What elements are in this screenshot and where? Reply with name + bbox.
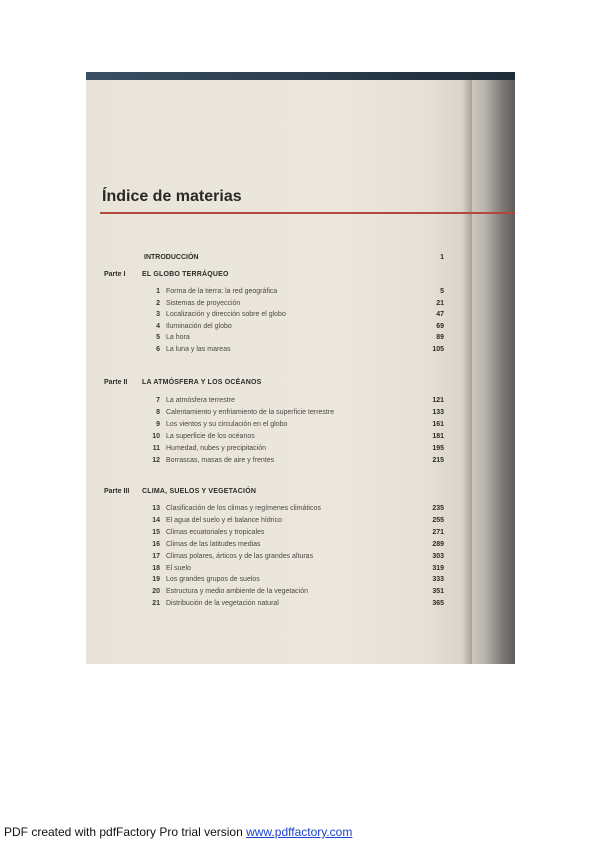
chapter-page: 289: [432, 540, 444, 548]
toc-chapter-row: [86, 395, 515, 406]
chapter-page: 195: [432, 444, 444, 452]
chapter-title: Los grandes grupos de suelos: [166, 576, 260, 584]
chapter-title: Localización y dirección sobre el globo: [166, 311, 286, 319]
chapter-page: 303: [432, 552, 444, 560]
chapter-number: 12: [152, 456, 160, 464]
toc-chapter-row: [86, 551, 515, 562]
toc-intro-row: [86, 252, 515, 263]
toc-chapter-row: [86, 527, 515, 538]
chapter-number: 9: [156, 420, 160, 428]
page-title: Índice de materias: [102, 188, 242, 205]
toc-chapter-row: [86, 407, 515, 418]
toc-chapter-row: [86, 563, 515, 574]
chapter-title: La atmósfera terrestre: [166, 397, 235, 404]
chapter-title: La superficie de los océanos: [166, 432, 255, 440]
footer-link[interactable]: www.pdffactory.com: [246, 825, 353, 839]
chapter-title: Forma de la tierra: la red geográfica: [166, 288, 278, 295]
chapter-page: 47: [436, 311, 444, 319]
chapter-page: 121: [432, 397, 444, 404]
chapter-page: 105: [432, 346, 444, 353]
chapter-title: Humedad, nubes y precipitación: [166, 444, 267, 452]
chapter-number: 10: [152, 432, 160, 440]
toc-chapter-row: [86, 419, 515, 430]
chapter-page: 161: [432, 420, 444, 428]
chapter-number: 8: [156, 408, 160, 416]
chapter-title: Climas de las latitudes medias: [166, 540, 261, 548]
part-label: Parte I: [104, 271, 126, 278]
chapter-title: Los vientos y su circulación en el globo: [166, 420, 288, 428]
scanned-page: [86, 72, 515, 664]
toc-chapter-row: [86, 298, 515, 309]
chapter-page: 271: [432, 528, 444, 536]
toc-chapter-row: [86, 332, 515, 343]
chapter-title: Borrascas, masas de aire y frentes: [166, 456, 275, 464]
chapter-title: Calentamiento y enfriamiento de la superficie terrestre: [166, 408, 335, 416]
chapter-page: 181: [432, 432, 444, 440]
part-label: Parte III: [104, 488, 130, 495]
chapter-page: 333: [432, 576, 444, 584]
chapter-number: 13: [152, 505, 160, 512]
toc-chapter-row: [86, 515, 515, 526]
toc-chapter-row: [86, 431, 515, 442]
chapter-page: 235: [432, 505, 444, 512]
toc-chapter-row: [86, 539, 515, 550]
chapter-page: 133: [432, 408, 444, 416]
chapter-number: 16: [152, 540, 160, 548]
chapter-number: 6: [156, 346, 160, 353]
part-header-row: [86, 377, 515, 388]
chapter-title: Sistemas de proyección: [166, 299, 241, 307]
intro-label: INTRODUCCIÓN: [144, 254, 199, 261]
chapter-number: 20: [152, 588, 160, 596]
intro-page: 1: [440, 254, 444, 261]
chapter-title: Clasificación de los climas y regímenes climáticos: [166, 505, 321, 512]
chapter-number: 2: [156, 299, 160, 307]
chapter-number: 19: [152, 576, 160, 584]
chapter-number: 7: [156, 397, 160, 404]
chapter-page: 89: [436, 334, 444, 342]
chapter-page: 5: [440, 288, 444, 295]
chapter-number: 14: [152, 516, 160, 524]
chapter-page: 319: [432, 564, 444, 572]
toc-chapter-row: [86, 598, 515, 609]
pdf-footer: [4, 825, 352, 839]
chapter-number: 15: [152, 528, 160, 536]
toc-chapter-row: [86, 443, 515, 454]
chapter-page: 69: [436, 322, 444, 330]
book-cover-edge: [86, 72, 515, 80]
chapter-title: La luna y las mareas: [166, 346, 231, 353]
chapter-page: 365: [432, 600, 444, 608]
chapter-page: 351: [432, 588, 444, 596]
chapter-title: El agua del suelo y el balance hídrico: [166, 516, 282, 524]
chapter-number: 18: [152, 564, 160, 572]
chapter-number: 11: [152, 444, 160, 452]
part-header-row: [86, 486, 515, 497]
chapter-number: 5: [156, 334, 160, 342]
toc-chapter-row: [86, 321, 515, 332]
chapter-number: 21: [152, 600, 160, 608]
footer-text: PDF created with pdfFactory Pro trial version: [4, 825, 247, 839]
chapter-title: Climas ecuatoriales y tropicales: [166, 528, 265, 536]
part-title: LA ATMÓSFERA Y LOS OCÉANOS: [142, 379, 262, 386]
toc-chapter-row: [86, 455, 515, 466]
chapter-page: 255: [432, 516, 444, 524]
part-header-row: [86, 269, 515, 280]
chapter-page: 215: [432, 456, 444, 464]
toc-chapter-row: [86, 344, 515, 355]
chapter-number: 1: [156, 288, 160, 295]
toc-chapter-row: [86, 309, 515, 320]
toc-chapter-row: [86, 586, 515, 597]
chapter-title: Climas polares, árticos y de las grandes alturas: [166, 552, 314, 560]
part-label: Parte II: [104, 379, 128, 386]
toc-chapter-row: [86, 503, 515, 514]
chapter-title: La hora: [166, 334, 190, 342]
part-title: CLIMA, SUELOS Y VEGETACIÓN: [142, 488, 257, 495]
chapter-number: 3: [156, 311, 160, 319]
title-divider: [100, 212, 515, 214]
toc-chapter-row: [86, 286, 515, 297]
part-title: EL GLOBO TERRÁQUEO: [142, 271, 229, 278]
toc-chapter-row: [86, 574, 515, 585]
chapter-title: Iluminación del globo: [166, 322, 232, 330]
chapter-title: El suelo: [166, 564, 191, 572]
chapter-page: 21: [436, 299, 444, 307]
chapter-number: 4: [156, 322, 160, 330]
chapter-title: Distribución de la vegetación natural: [166, 600, 279, 608]
chapter-number: 17: [152, 552, 160, 560]
chapter-title: Estructura y medio ambiente de la vegetación: [166, 588, 309, 596]
